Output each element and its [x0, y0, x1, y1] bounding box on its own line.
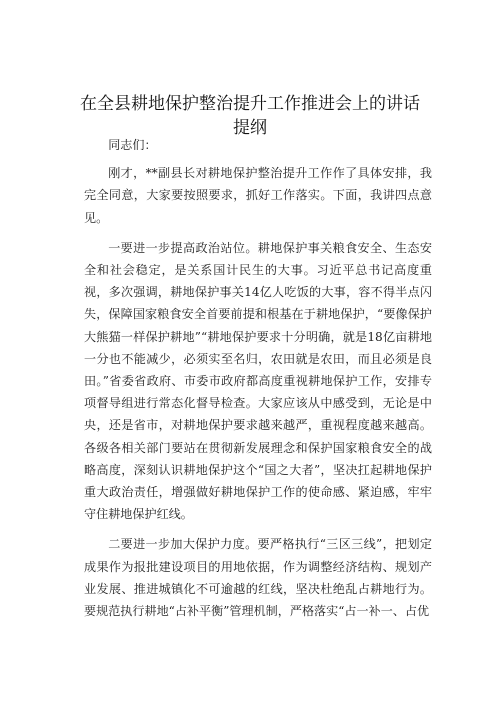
paragraph-point-2: 二要进一步加大保护力度。要严格执行“三区三线”，把划定成果作为报批建设项目的用地依据，作为调整经济结构、规划产业发展、推进城镇化不可逾越的红线，坚决杜绝乱占耕地行为。要规范执行耕地“占补平衡”管理机制，严格落实“占一补一、占优: [84, 537, 432, 619]
salutation: 同志们：: [108, 138, 157, 152]
paragraph-point-1: 一要进一步提高政治站位。耕地保护事关粮食安全、生态安全和社会稳定，是关系国计民生的大事。习近平总书记高度重视，多次强调，耕地保护事关14亿人吃饭的大事，容不得半点闪失，保障国家粮食安全首要前提和根基在于耕地保护，“要像保护大熊猫一样保护耕地”“耕地保护要求十分明确，就是18亿亩耕地一分也不能减少，必须实至名归，农田就是农田，而且必须是良田。”省委省政府、市委市政府都高度重视耕地保护工作，安排专项督导组进行常态化督导检查。大家应该从中感受到，无论是中央，还是省市，对耕地保护要求越来越严，重视程度越来越高。各级各相关部门要站在贯彻新发展理念和保护国家粮食安全的战略高度，深刻认识耕地保护这个“国之大者”，坚决扛起耕地保护重大政治责任，增强做好耕地保护工作的使命感、紧迫感，牢牢守住耕地保护红线。: [84, 240, 432, 522]
document-title: [60, 92, 440, 140]
title-line-1: 在全县耕地保护整治提升工作推进会上的讲话: [80, 94, 420, 114]
title-line-2: 提纲: [233, 118, 267, 138]
document-body: [84, 134, 432, 630]
paragraph-intro: 刚才，**副县长对耕地保护整治提升工作作了具体安排，我完全同意，大家要按照要求，抓好工作落实。下面，我讲四点意见。: [84, 166, 432, 225]
